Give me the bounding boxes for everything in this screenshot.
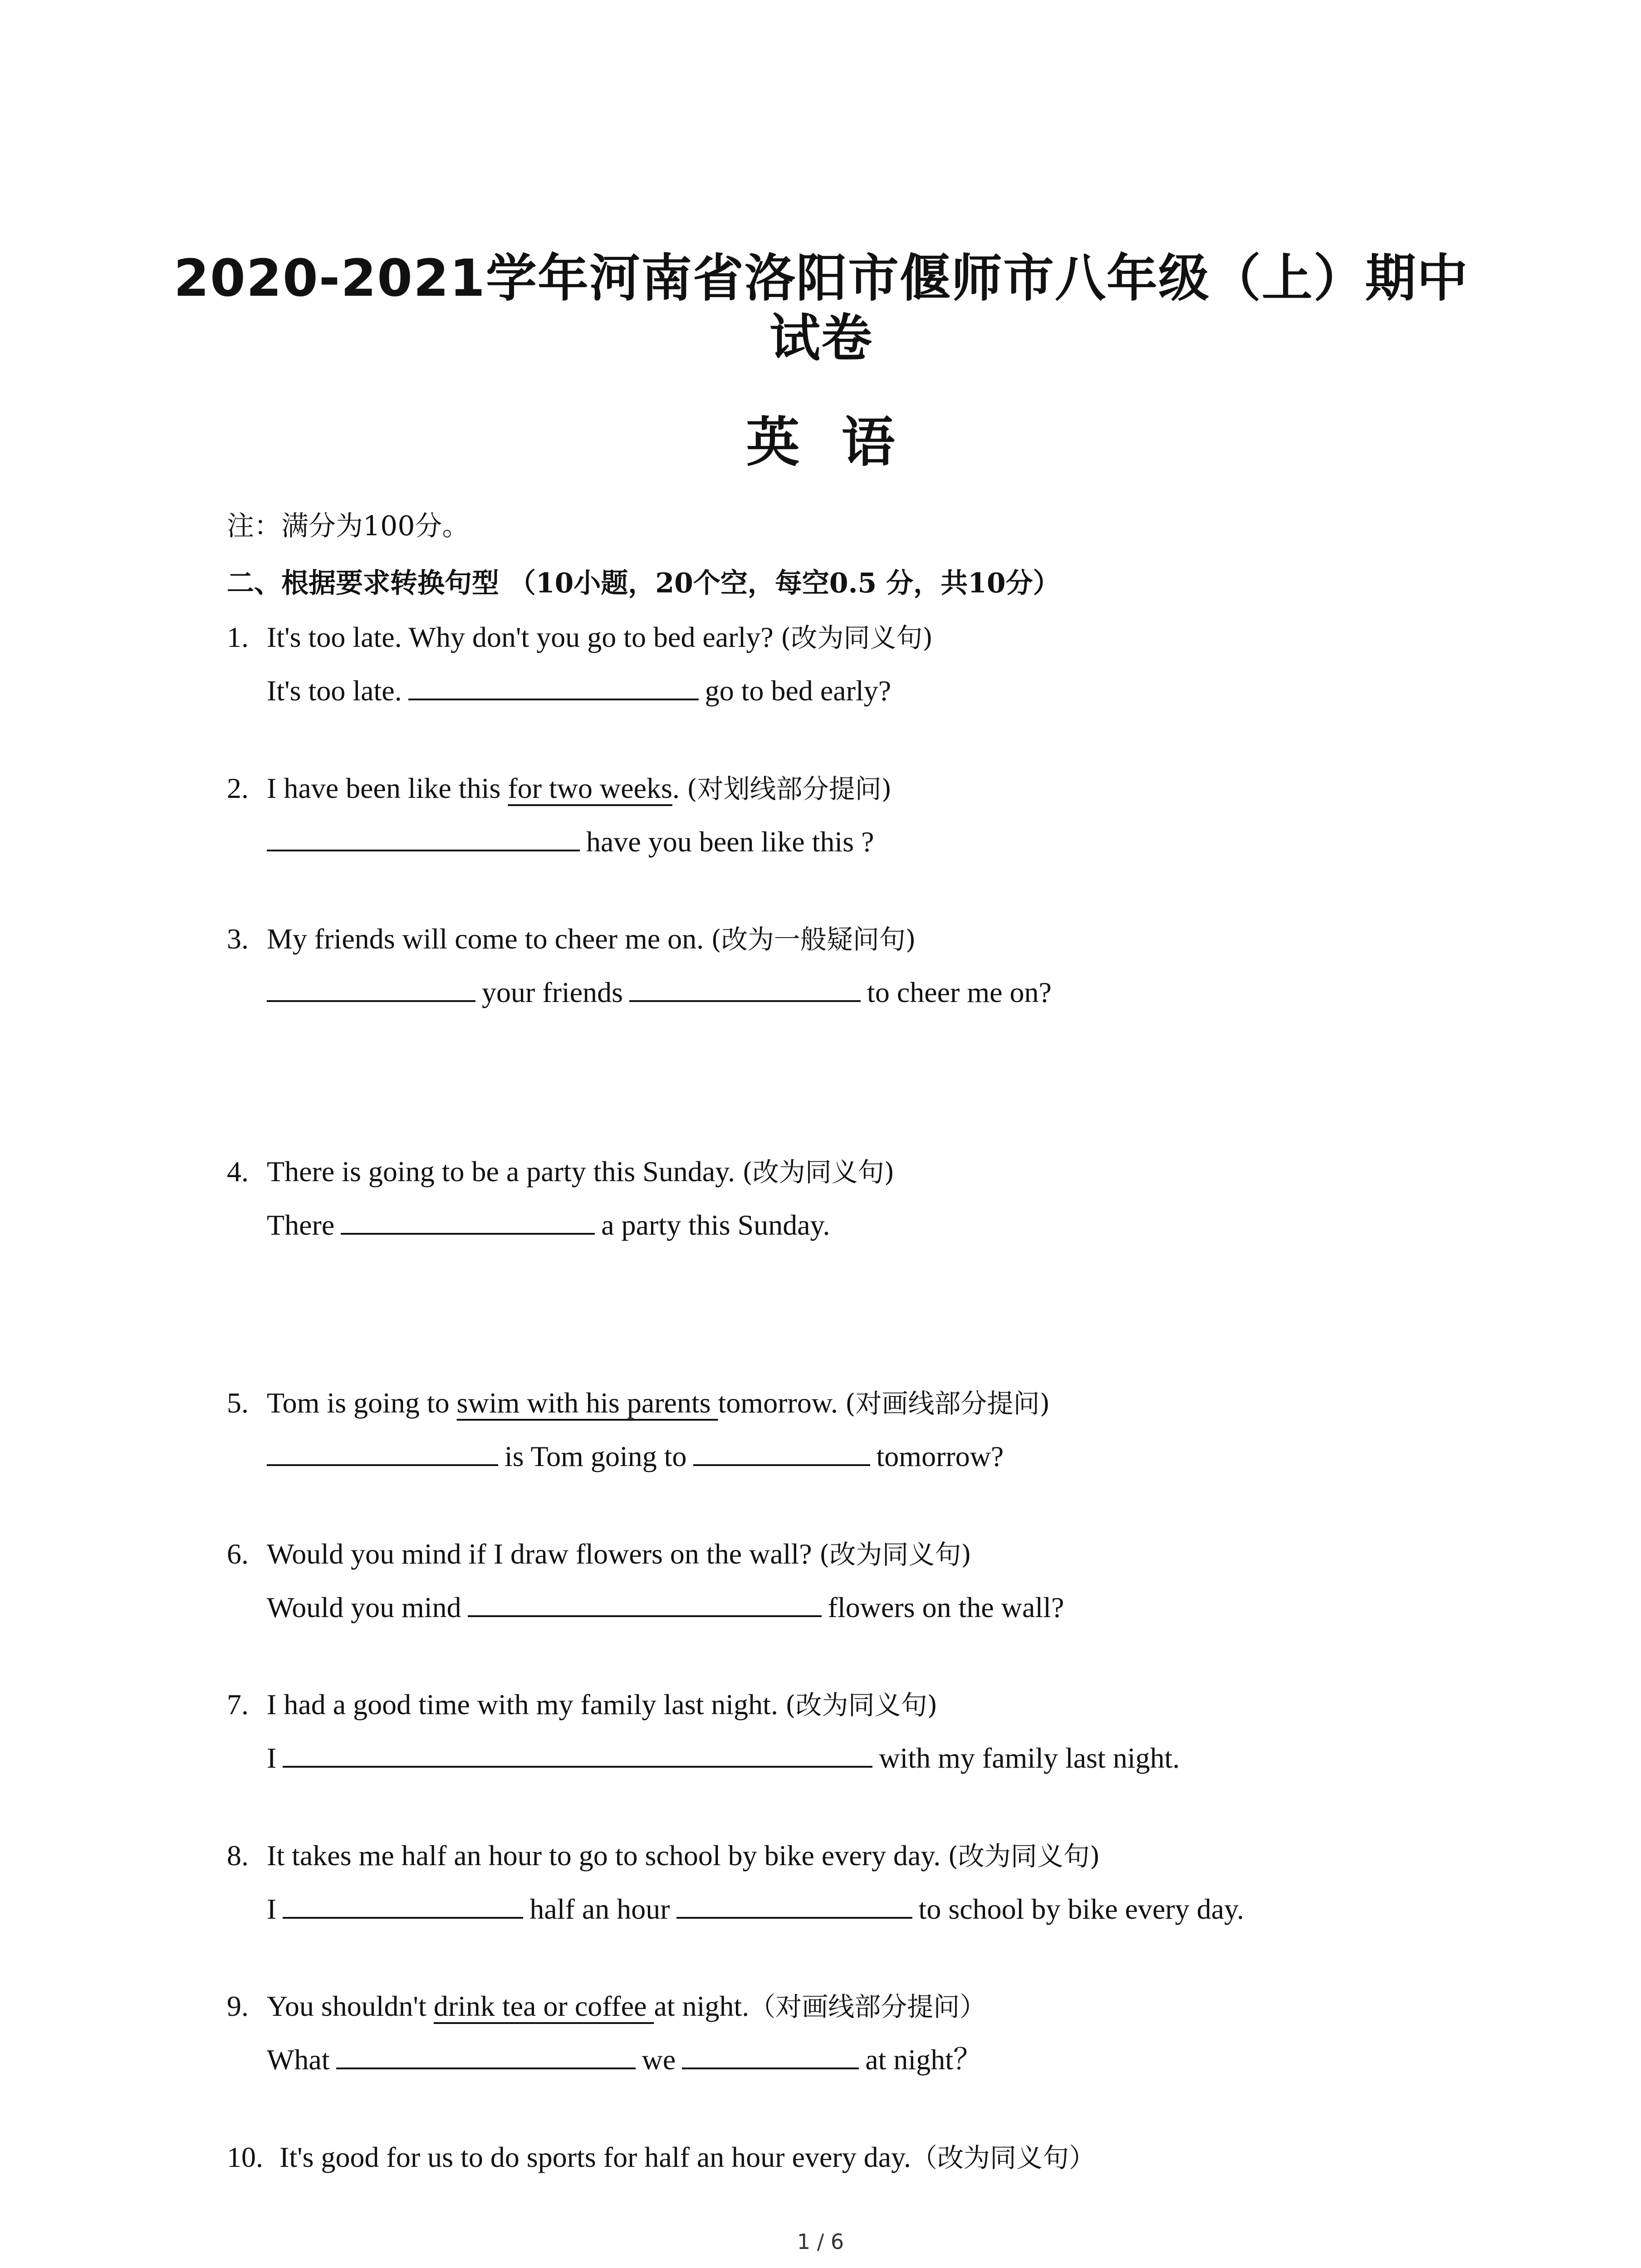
question-7-prompt: 7. I had a good time with my family last night. (改为同义句)	[227, 1688, 938, 1721]
answer-blank[interactable]	[283, 1889, 523, 1919]
question-2-answer: have you been like this ?	[267, 821, 874, 860]
answer-blank[interactable]	[408, 670, 699, 700]
question-1-prompt: 1. It's too late. Why don't you go to bed early? (改为同义句)	[227, 621, 933, 653]
answer-blank[interactable]	[682, 2039, 859, 2069]
answer-blank[interactable]	[676, 1889, 912, 1919]
answer-blank[interactable]	[267, 972, 475, 1002]
question-4-prompt: 4. There is going to be a party this Sunday. (改为同义句)	[227, 1155, 895, 1188]
question-5-prompt: 5. Tom is going to swim with his parents tomorrow. (对画线部分提问)	[227, 1387, 1050, 1419]
answer-blank[interactable]	[283, 1738, 872, 1768]
answer-blank[interactable]	[267, 821, 580, 851]
question-7-answer: I with my family last night.	[267, 1738, 1180, 1776]
answer-blank[interactable]	[629, 972, 861, 1002]
question-3-answer: your friends to cheer me on?	[267, 972, 1052, 1011]
question-9-prompt: 9. You shouldn't drink tea or coffee at night.（对画线部分提问）	[227, 1990, 986, 2022]
page-title: 2020-2021学年河南省洛阳市偃师市八年级（上）期中试卷	[174, 249, 1469, 368]
subject-heading: 英语	[746, 411, 937, 474]
question-3-prompt: 3. My friends will come to cheer me on. (改为一般疑问句)	[227, 923, 916, 955]
question-6-prompt: 6. Would you mind if I draw flowers on the wall? (改为同义句)	[227, 1538, 971, 1570]
section-heading: 二、根据要求转换句型 （10小题，20个空，每空0.5 分，共10分）	[227, 567, 1060, 599]
answer-blank[interactable]	[341, 1205, 595, 1235]
question-8-answer: I half an hour to school by bike every day.	[267, 1889, 1244, 1927]
question-2-prompt: 2. I have been like this for two weeks. (对划线部分提问)	[227, 772, 892, 804]
question-9-answer: What we at night？	[267, 2039, 982, 2078]
question-8-prompt: 8. It takes me half an hour to go to school by bike every day. (改为同义句)	[227, 1839, 1100, 1872]
page-number: 1 / 6	[797, 2229, 844, 2254]
score-note: 注：满分为100分。	[227, 510, 470, 542]
answer-blank[interactable]	[267, 1436, 498, 1466]
answer-blank[interactable]	[336, 2039, 636, 2069]
answer-blank[interactable]	[468, 1587, 822, 1617]
question-1-answer: It's too late. go to bed early?	[267, 670, 891, 709]
answer-blank[interactable]	[693, 1436, 870, 1466]
question-10-prompt: 10. It's good for us to do sports for half an hour every day.（改为同义句）	[227, 2141, 1095, 2173]
question-5-answer: is Tom going to tomorrow?	[267, 1436, 1004, 1475]
question-6-answer: Would you mind flowers on the wall?	[267, 1587, 1064, 1626]
question-4-answer: There a party this Sunday.	[267, 1205, 830, 1243]
